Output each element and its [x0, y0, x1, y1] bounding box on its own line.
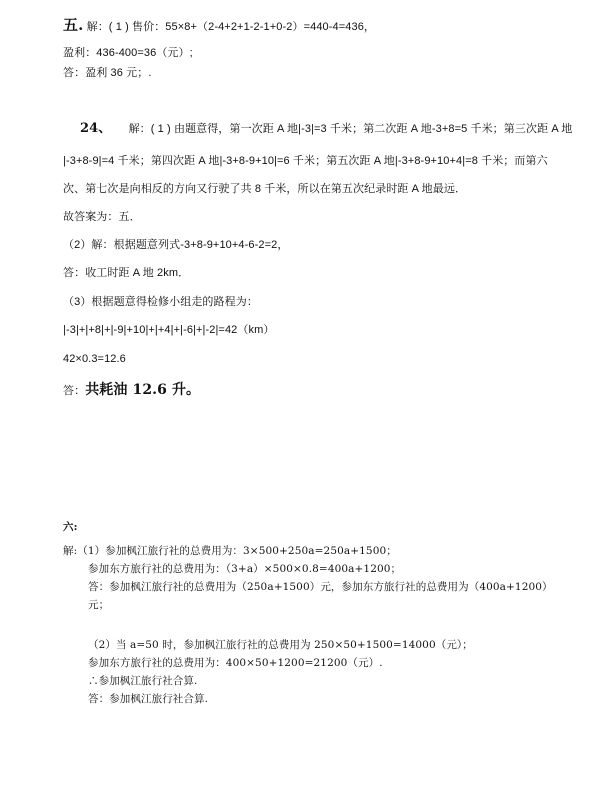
q24-line-1	[80, 122, 572, 136]
q24-line-8: |-3|+|+8|+|-9|+10|+|+4|+|-6|+|-2|=42（km）	[63, 324, 275, 336]
s5-line-2: 盈利：436-400=36（元）;	[63, 47, 193, 59]
q24-line-4: 故答案为：五．	[63, 211, 141, 223]
s5-line-1	[63, 18, 375, 34]
s5-label: 五.	[63, 16, 84, 34]
q24-line-5: （2）解：根据题意列式-3+8-9+10+4-6-2=2，	[63, 239, 289, 251]
q24-line-6: 答：收工时距 A 地 2km．	[63, 267, 190, 279]
s5-line-3: 答：盈利 36 元；.	[63, 67, 152, 79]
s6-line-3: 答：参加枫江旅行社的总费用为（250a+1500）元，参加东方旅行社的总费用为（400a+1200）	[88, 581, 553, 593]
s6-line-1: 解:（1）参加枫江旅行社的总费用为：3×500+250a=250a+1500；	[63, 545, 397, 557]
s5-line-1-text: 解：( 1 ) 售价：55×8+（2-4+2+1-2-1+0-2）=440-4=436，	[83, 21, 376, 33]
q24-answer-text: 共耗油 12.6 升。	[85, 382, 201, 398]
q24-answer	[63, 383, 200, 398]
s6-line-5: （2）当 a=50 时，参加枫江旅行社的总费用为 250×50+1500=14000（元）；	[88, 639, 473, 651]
s6-line-7: ∴参加枫江旅行社合算.	[88, 675, 198, 687]
s6-label: 六:	[63, 521, 78, 533]
q24-line-1-text: 解：( 1 ) 由题意得，第一次距 A 地|-3|=3 千米；第二次距 A 地-3+8=5 千米；第三次距 A 地	[128, 123, 573, 135]
q24-line-2: |-3+8-9|=4 千米；第四次距 A 地|-3+8-9+10|=6 千米；第五次距 A 地|-3+8-9+10+4|=8 千米；而第六	[63, 155, 548, 167]
s6-line-4: 元；	[88, 599, 110, 611]
q24-answer-prefix: 答：	[63, 385, 86, 397]
q24-line-9: 42×0.3=12.6	[63, 353, 126, 365]
q24-line-7: （3）根据题意得检修小组走的路程为：	[63, 296, 258, 308]
q24-label: 24、	[80, 121, 112, 136]
q24-line-3: 次、第七次是向相反的方向又行驶了共 8 千米，所以在第五次纪录时距 A 地最远．	[63, 183, 467, 195]
s6-line-2: 参加东方旅行社的总费用为：（3+a）×500×0.8=400a+1200；	[88, 563, 402, 575]
s6-line-6: 参加东方旅行社的总费用为：400×50+1200=21200（元）.	[88, 657, 383, 669]
s6-line-8: 答：参加枫江旅行社合算.	[88, 693, 209, 705]
